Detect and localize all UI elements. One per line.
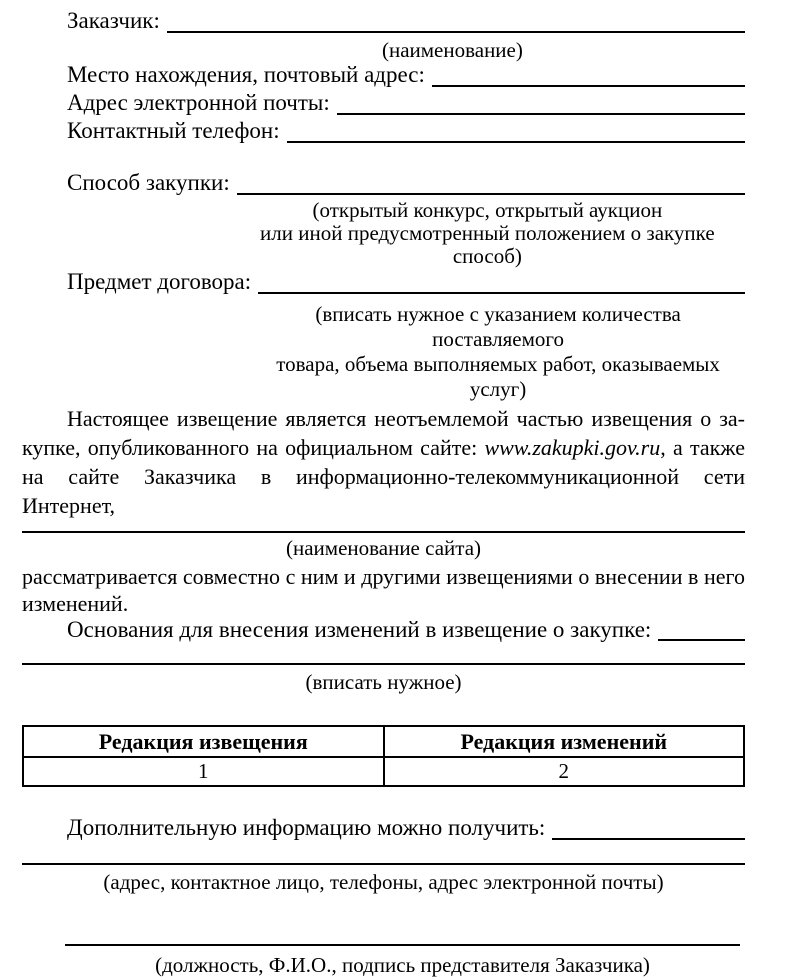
header-changes-revision: Редакция изменений: [384, 726, 745, 757]
email-blank-line[interactable]: [337, 89, 745, 115]
method-caption-line1: (открытый конкурс, открытый аукцион: [312, 198, 663, 222]
subject-caption-row: [22, 302, 745, 402]
revisions-table-head: [23, 726, 744, 757]
email-label: Адрес электронной почты:: [67, 90, 330, 115]
cell-changes-revision: 2: [384, 757, 745, 786]
site-name-caption: (наименование сайта): [285, 536, 482, 560]
field-subject: [22, 268, 745, 296]
revisions-table-header-row: [23, 726, 744, 757]
location-label: Место нахождения, почтовый адрес:: [67, 62, 425, 87]
method-caption-col: [230, 199, 745, 268]
site-name-blank-line[interactable]: [22, 520, 745, 533]
header-notice-revision: Редакция извещения: [23, 726, 384, 757]
signature-blank-line[interactable]: [65, 894, 740, 946]
field-additional-info: [22, 814, 745, 842]
additional-info-blank-line-short[interactable]: [552, 814, 745, 840]
field-customer: [22, 7, 745, 35]
field-grounds: [22, 617, 745, 643]
customer-caption: (наименование): [381, 38, 523, 62]
revisions-table: [22, 725, 745, 787]
subject-blank-line[interactable]: [258, 268, 745, 294]
field-phone: [22, 117, 745, 145]
grounds-caption: (вписать нужное): [305, 670, 462, 694]
location-blank-line[interactable]: [432, 61, 745, 87]
grounds-blank-line-full[interactable]: [22, 643, 745, 665]
notice-paragraph-line1: Настоящее извещение является неотъемлемой частью извещения о за-: [67, 406, 745, 431]
grounds-blank-line-short[interactable]: [658, 617, 745, 641]
phone-blank-line[interactable]: [287, 117, 745, 143]
subject-caption-line1: (вписать нужное с указанием количества поставляемого: [315, 302, 681, 351]
notice-paragraph-line3: на сайте Заказчика в информационно-телекоммуникационной сети Интернет,: [22, 464, 745, 518]
grounds-label: Основания для внесения изменений в извещение о закупке:: [67, 617, 652, 642]
phone-label: Контактный телефон:: [67, 118, 280, 143]
additional-info-caption: (адрес, контактное лицо, телефоны, адрес электронной почты): [103, 870, 664, 894]
subject-label: Предмет договора:: [67, 269, 252, 294]
notice-line2-pre: купке, опубликованного на официальном сайте:: [22, 435, 485, 460]
notice-line2-post: , а также: [660, 435, 745, 460]
field-method: [22, 169, 745, 197]
site-url: www.zakupki.gov.ru: [484, 435, 661, 460]
notice-paragraph-line2: [22, 433, 745, 462]
method-blank-line[interactable]: [237, 169, 745, 195]
method-label: Способ закупки:: [67, 170, 230, 195]
field-email: [22, 89, 745, 117]
signature-caption: (должность, Ф.И.О., подпись представителя Заказчика): [155, 953, 650, 977]
method-caption-row: [22, 199, 745, 268]
table-row: [23, 757, 744, 786]
continuation-line2: изменений.: [22, 591, 129, 616]
continuation-line1: рассматривается совместно с ним и другими извещениями о внесении в него: [22, 564, 745, 589]
additional-info-blank-line-full[interactable]: [22, 842, 745, 865]
revisions-table-body: [23, 757, 744, 786]
customer-blank-line[interactable]: [167, 7, 745, 33]
additional-info-label: Дополнительную информацию можно получить:: [67, 815, 546, 840]
subject-caption-col: [251, 302, 745, 402]
customer-caption-row: [22, 39, 745, 61]
field-location: [22, 61, 745, 89]
customer-label: Заказчик:: [67, 8, 160, 33]
subject-caption-line2: товара, объема выполняемых работ, оказываемых услуг): [276, 352, 720, 401]
cell-notice-revision: 1: [23, 757, 384, 786]
method-caption-line2: или иной предусмотренный положением о закупке способ): [260, 221, 715, 268]
